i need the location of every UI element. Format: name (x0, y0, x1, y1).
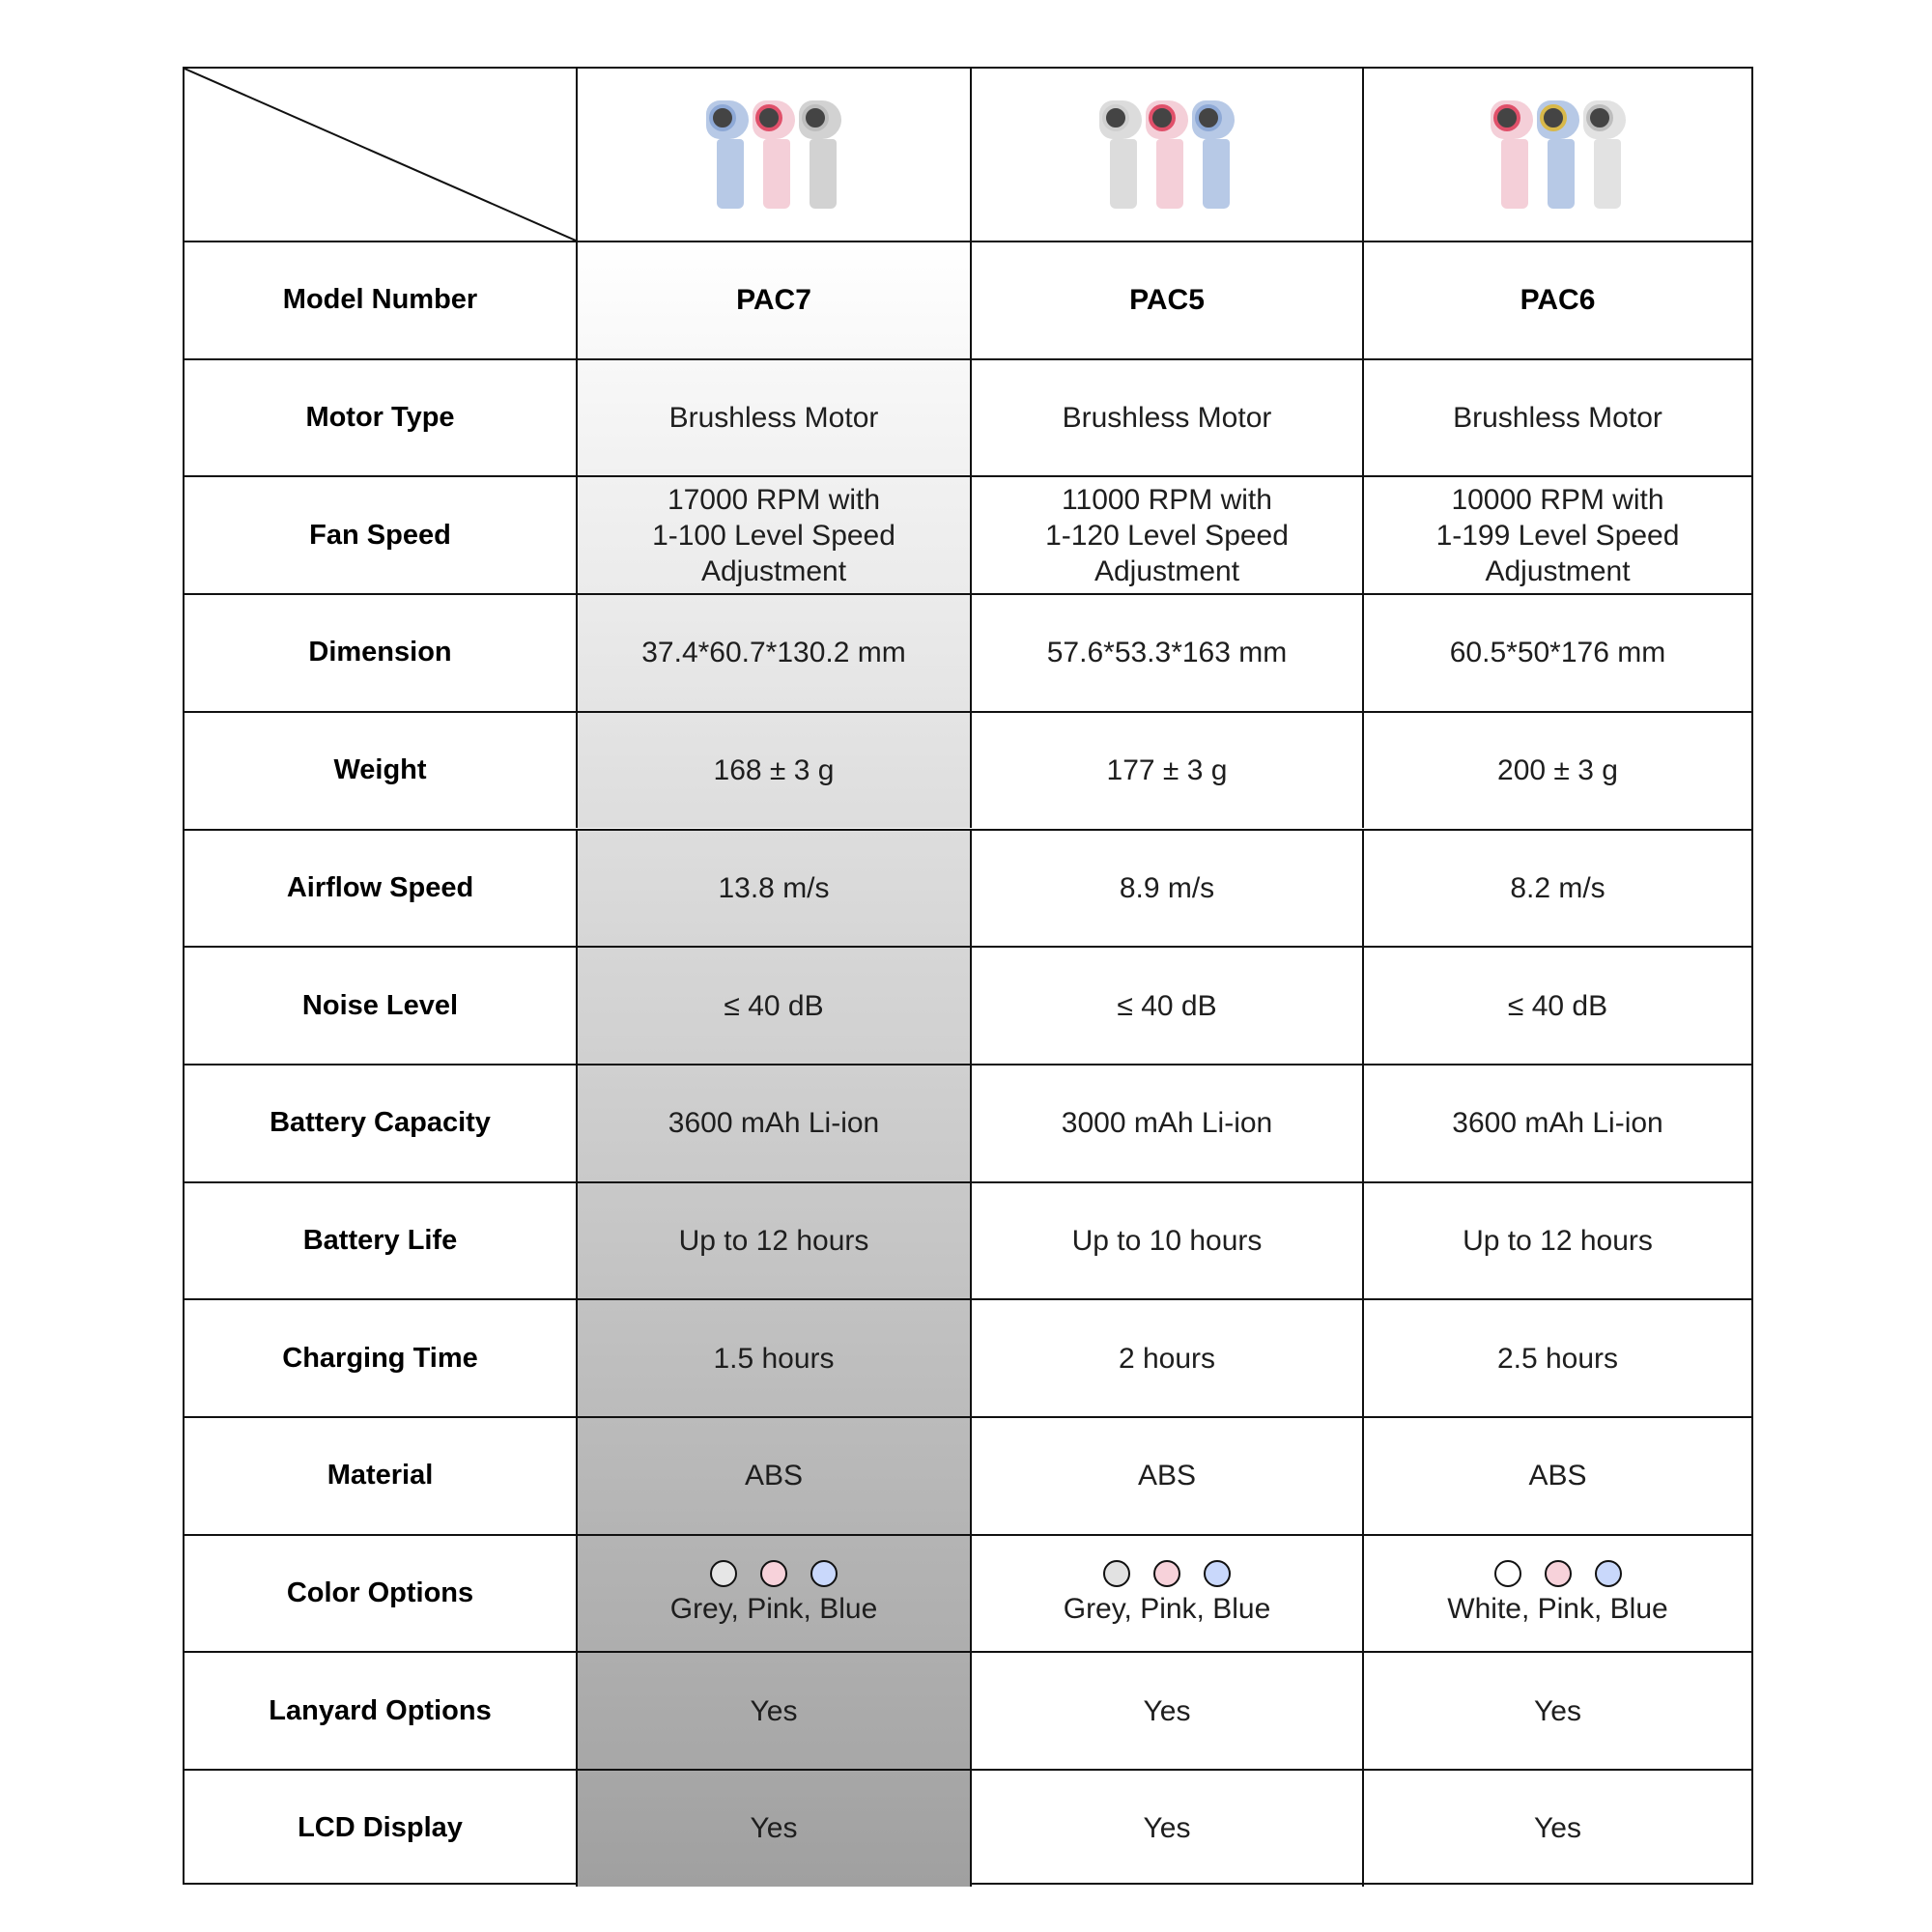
corner-cell (185, 69, 576, 241)
spec-row (185, 1064, 1751, 1181)
row-label: Color Options (286, 1577, 474, 1609)
color-swatch (1595, 1560, 1622, 1587)
comparison-table (183, 67, 1753, 1885)
spec-row (185, 1181, 1751, 1299)
spec-value: Brushless Motor (970, 360, 1362, 476)
spec-value: Brushless Motor (576, 360, 970, 476)
row-label: LCD Display (298, 1812, 463, 1844)
row-label: Battery Life (302, 1224, 458, 1256)
color-swatch (760, 1560, 787, 1587)
spec-value: ABS (576, 1418, 970, 1534)
spec-value: ≤ 40 dB (970, 948, 1362, 1064)
spec-value: PAC6 (1362, 242, 1751, 358)
color-swatch (1153, 1560, 1180, 1587)
color-swatches (1103, 1560, 1231, 1587)
product-image-pac5 (970, 69, 1362, 241)
spec-value: PAC5 (970, 242, 1362, 358)
spec-value: 2.5 hours (1362, 1300, 1751, 1416)
spec-value: Brushless Motor (1362, 360, 1751, 476)
spec-value: 57.6*53.3*163 mm (970, 595, 1362, 711)
row-label: Battery Capacity (270, 1107, 491, 1139)
spec-value: 37.4*60.7*130.2 mm (576, 595, 970, 711)
spec-row (185, 829, 1751, 947)
spec-value: 3000 mAh Li-ion (970, 1065, 1362, 1181)
spec-row (185, 946, 1751, 1064)
handheld-fan-illustration (799, 100, 841, 209)
spec-value: 1.5 hours (576, 1300, 970, 1416)
spec-value: Up to 10 hours (970, 1183, 1362, 1299)
spec-value: 8.2 m/s (1362, 831, 1751, 947)
color-swatch (1494, 1560, 1521, 1587)
spec-value: 10000 RPM with 1-199 Level Speed Adjustment (1362, 477, 1751, 593)
row-label: Weight (333, 754, 427, 786)
row-label: Lanyard Options (269, 1694, 492, 1726)
color-swatch (710, 1560, 737, 1587)
color-swatches (710, 1560, 838, 1587)
row-label: Charging Time (282, 1342, 478, 1374)
spec-row (185, 1298, 1751, 1416)
handheld-fan-illustration (1537, 100, 1579, 209)
spec-value: ABS (1362, 1418, 1751, 1534)
spec-row (185, 241, 1751, 358)
color-options-text: White, Pink, Blue (1447, 1593, 1668, 1626)
product-image-pac7 (576, 69, 970, 241)
color-swatches (1494, 1560, 1622, 1587)
row-label: Noise Level (301, 989, 459, 1021)
header-row (185, 69, 1751, 241)
spec-value: Yes (576, 1771, 970, 1887)
color-swatch (810, 1560, 838, 1587)
row-label: Material (327, 1460, 434, 1492)
spec-value: 168 ± 3 g (576, 713, 970, 829)
spec-value: 13.8 m/s (576, 831, 970, 947)
spec-value: 17000 RPM with 1-100 Level Speed Adjustment (576, 477, 970, 593)
spec-value: 8.9 m/s (970, 831, 1362, 947)
spec-value: Yes (576, 1653, 970, 1769)
spec-value: 3600 mAh Li-ion (1362, 1065, 1751, 1181)
handheld-fan-illustration (1099, 100, 1142, 209)
color-swatch (1545, 1560, 1572, 1587)
handheld-fan-illustration (1192, 100, 1235, 209)
color-options-text: Grey, Pink, Blue (669, 1593, 878, 1626)
spec-value: Up to 12 hours (576, 1183, 970, 1299)
color-swatch (1204, 1560, 1231, 1587)
handheld-fan-illustration (1583, 100, 1626, 209)
row-label: Model Number (282, 284, 478, 316)
handheld-fan-illustration (753, 100, 795, 209)
spec-value: 11000 RPM with 1-120 Level Speed Adjustment (970, 477, 1362, 593)
spec-value: 3600 mAh Li-ion (576, 1065, 970, 1181)
spec-value: 177 ± 3 g (970, 713, 1362, 829)
spec-value: 60.5*50*176 mm (1362, 595, 1751, 711)
spec-row (185, 475, 1751, 593)
product-image-pac6 (1362, 69, 1751, 241)
handheld-fan-illustration (1146, 100, 1188, 209)
spec-row (185, 593, 1751, 711)
row-label: Dimension (308, 637, 452, 668)
spec-row (185, 711, 1751, 829)
diagonal-divider (185, 69, 576, 241)
row-label: Fan Speed (309, 519, 451, 551)
color-options-cell (970, 1536, 1362, 1652)
spec-value: ABS (970, 1418, 1362, 1534)
spec-value: Up to 12 hours (1362, 1183, 1751, 1299)
row-label: Motor Type (305, 402, 455, 434)
spec-value: Yes (970, 1771, 1362, 1887)
color-swatch (1103, 1560, 1130, 1587)
handheld-fan-illustration (706, 100, 749, 209)
color-options-cell (576, 1536, 970, 1652)
spec-row (185, 1769, 1751, 1887)
handheld-fan-illustration (1491, 100, 1533, 209)
spec-value: PAC7 (576, 242, 970, 358)
spec-row (185, 1534, 1751, 1652)
color-options-text: Grey, Pink, Blue (1063, 1593, 1271, 1626)
spec-row (185, 1651, 1751, 1769)
spec-value: Yes (1362, 1653, 1751, 1769)
row-label: Airflow Speed (286, 871, 474, 903)
spec-value: Yes (970, 1653, 1362, 1769)
spec-row (185, 1416, 1751, 1534)
spec-value: Yes (1362, 1771, 1751, 1887)
spec-value: ≤ 40 dB (1362, 948, 1751, 1064)
color-options-cell (1362, 1536, 1751, 1652)
spec-row (185, 358, 1751, 476)
spec-value: 200 ± 3 g (1362, 713, 1751, 829)
spec-value: ≤ 40 dB (576, 948, 970, 1064)
spec-value: 2 hours (970, 1300, 1362, 1416)
